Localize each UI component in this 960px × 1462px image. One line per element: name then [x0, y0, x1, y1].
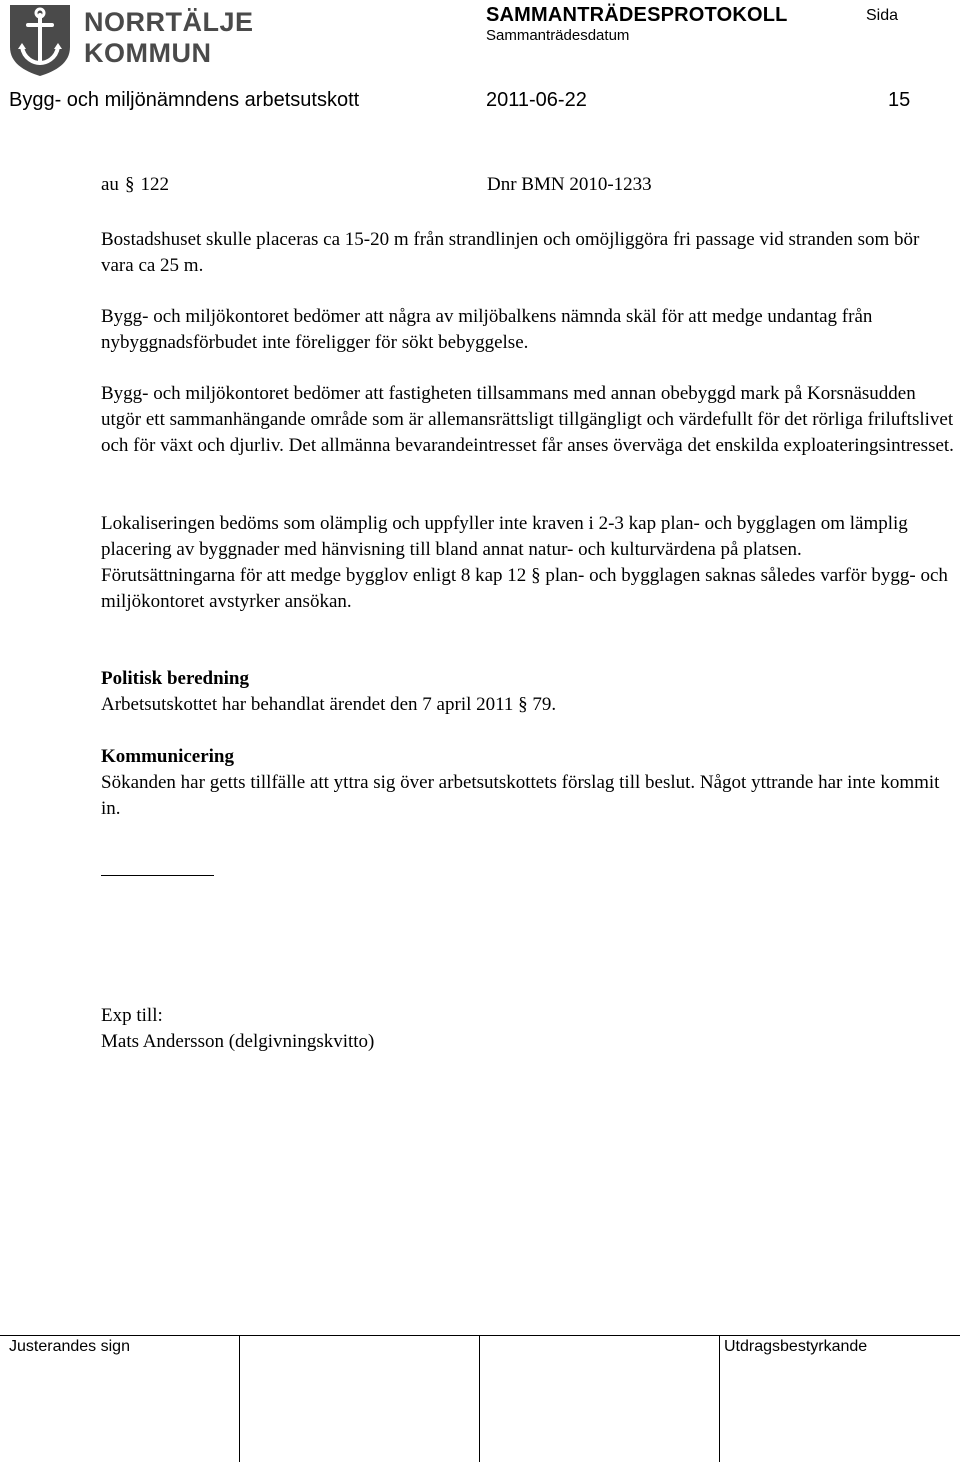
paragraph-text: Bygg- och miljökontoret bedömer att fastigheten tillsammans med annan obebyggd mark på Korsnäsudden utgör ett sammanhängande område som är allemansrättsligt tillgängligt och värdefullt för det rörliga friluftslivet och för växt och djurliv. Det allmänna bevarandeintresset får anses överväga det enskilda exploateringsintresset.	[101, 383, 954, 456]
distribution-recipient: Mats Andersson (delgivningskvitto)	[101, 1031, 375, 1052]
section-ref: 79.	[532, 694, 557, 715]
text-fragment: Arbetsutskottet har behandlat ärendet den 7 april 2011	[101, 694, 514, 715]
page-label: Sida	[866, 7, 899, 24]
section-symbol: §	[531, 565, 541, 586]
paragraph-text-continued	[101, 563, 956, 615]
case-number: Dnr BMN 2010-1233	[487, 174, 652, 195]
footer-border	[0, 1335, 960, 1336]
body-paragraph-2	[101, 304, 956, 356]
section-heading: Kommunicering	[101, 746, 234, 767]
distribution-label: Exp till:	[101, 1005, 163, 1026]
utdragsbestyrkande-label: Utdragsbestyrkande	[724, 1338, 868, 1355]
paragraph-text: Lokaliseringen bedöms som olämplig och uppfyller inte kraven i 2-3 kap plan- och bygglagen om lämplig placering av byggnader med hänvisning till bland annat natur- och kulturvärdena på platsen.	[101, 513, 908, 560]
meeting-date-label: Sammanträdesdatum	[486, 27, 630, 44]
footer-divider	[719, 1335, 720, 1462]
body-paragraph-1	[101, 227, 956, 279]
section-symbol: §	[124, 174, 135, 195]
body-paragraph-4	[101, 511, 956, 615]
kommunicering-section	[101, 744, 956, 822]
logo-line-2: KOMMUN	[84, 38, 212, 68]
section-heading: Politisk beredning	[101, 668, 249, 689]
distribution-section	[101, 1003, 956, 1055]
text-fragment: plan- och bygglagen saknas således varför bygg- och miljökontoret avstyrker ansökan.	[101, 565, 948, 612]
section-reference	[101, 174, 169, 196]
meeting-date: 2011-06-22	[486, 89, 587, 111]
footer-divider	[239, 1335, 240, 1462]
justerandes-sign-label: Justerandes sign	[9, 1338, 130, 1355]
politisk-beredning-section	[101, 666, 956, 718]
section-number: 122	[140, 174, 169, 195]
footer-divider	[479, 1335, 480, 1462]
paragraph-text: Bygg- och miljökontoret bedömer att några av miljöbalkens nämnda skäl för att medge undantag från nybyggnadsförbudet inte föreligger för sökt bebyggelse.	[101, 306, 873, 353]
section-text	[101, 692, 956, 718]
page-number: 15	[888, 89, 911, 111]
section-symbol: §	[518, 694, 528, 715]
paragraph-text: Bostadshuset skulle placeras ca 15-20 m från strandlinjen och omöjliggöra fri passage vid stranden som bör vara ca 25 m.	[101, 229, 920, 276]
committee-name: Bygg- och miljönämndens arbetsutskott	[9, 89, 360, 111]
separator-line	[101, 875, 214, 876]
municipality-logo	[8, 3, 254, 79]
section-prefix: au	[101, 174, 119, 195]
anchor-shield-icon	[8, 3, 72, 77]
logo-line-1: NORRTÄLJE	[84, 7, 254, 37]
document-type-title: SAMMANTRÄDESPROTOKOLL	[486, 4, 788, 26]
body-paragraph-3	[101, 381, 956, 459]
logo-wordmark	[84, 7, 254, 69]
section-text: Sökanden har getts tillfälle att yttra sig över arbetsutskottets förslag till beslut. Något yttrande har inte kommit in.	[101, 772, 940, 819]
text-fragment: Förutsättningarna för att medge bygglov enligt 8 kap 12	[101, 565, 527, 586]
